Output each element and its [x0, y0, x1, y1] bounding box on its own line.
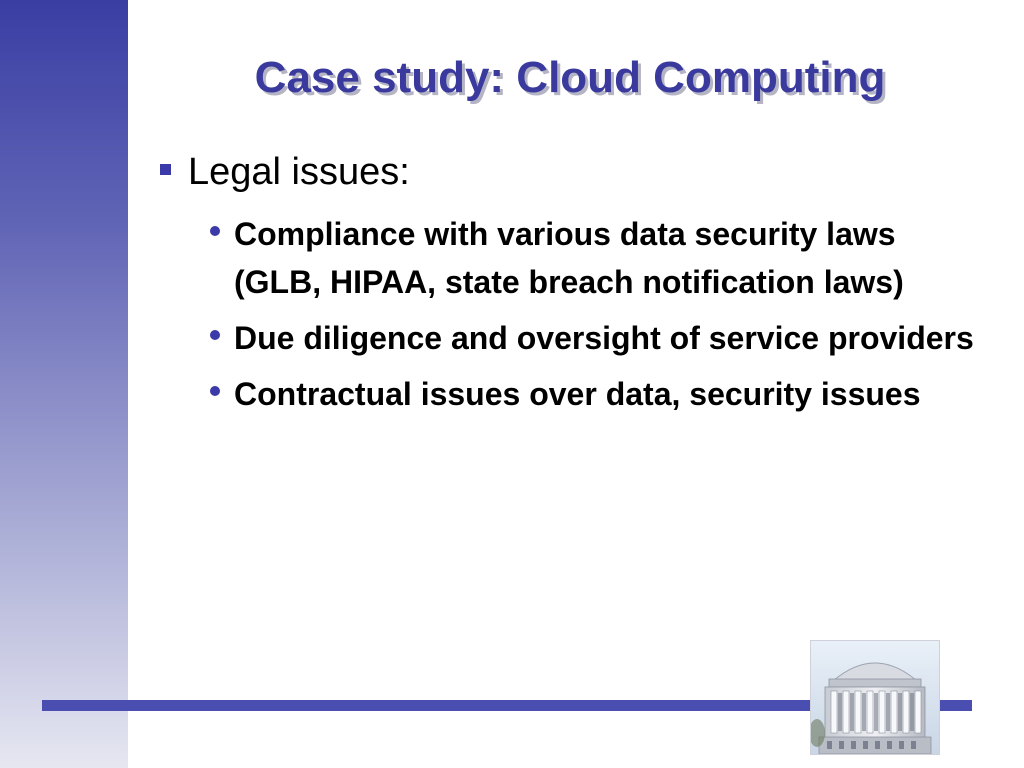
- building-photo-icon: [810, 640, 940, 755]
- side-gradient-band: [0, 0, 128, 768]
- bullet-legal-issues: [158, 148, 978, 196]
- round-bullet-icon: [210, 226, 220, 236]
- round-bullet-icon: [210, 330, 220, 340]
- sub-bullet-compliance: [204, 210, 978, 306]
- square-bullet-icon: [160, 164, 171, 175]
- sub-bullet-due-diligence: [204, 314, 978, 362]
- round-bullet-icon: [210, 386, 220, 396]
- sub-bullet-text: Contractual issues over data, security issues: [234, 376, 921, 412]
- slide-title: Case study: Cloud Computing: [254, 53, 886, 102]
- slide-content: [158, 148, 978, 426]
- sub-bullet-list: [204, 210, 978, 418]
- sub-bullet-text: Due diligence and oversight of service providers: [234, 320, 974, 356]
- sub-bullet-contractual: [204, 370, 978, 418]
- sub-bullet-text: Compliance with various data security laws (GLB, HIPAA, state breach notification laws): [234, 216, 904, 300]
- bullet-text: Legal issues:: [188, 151, 410, 193]
